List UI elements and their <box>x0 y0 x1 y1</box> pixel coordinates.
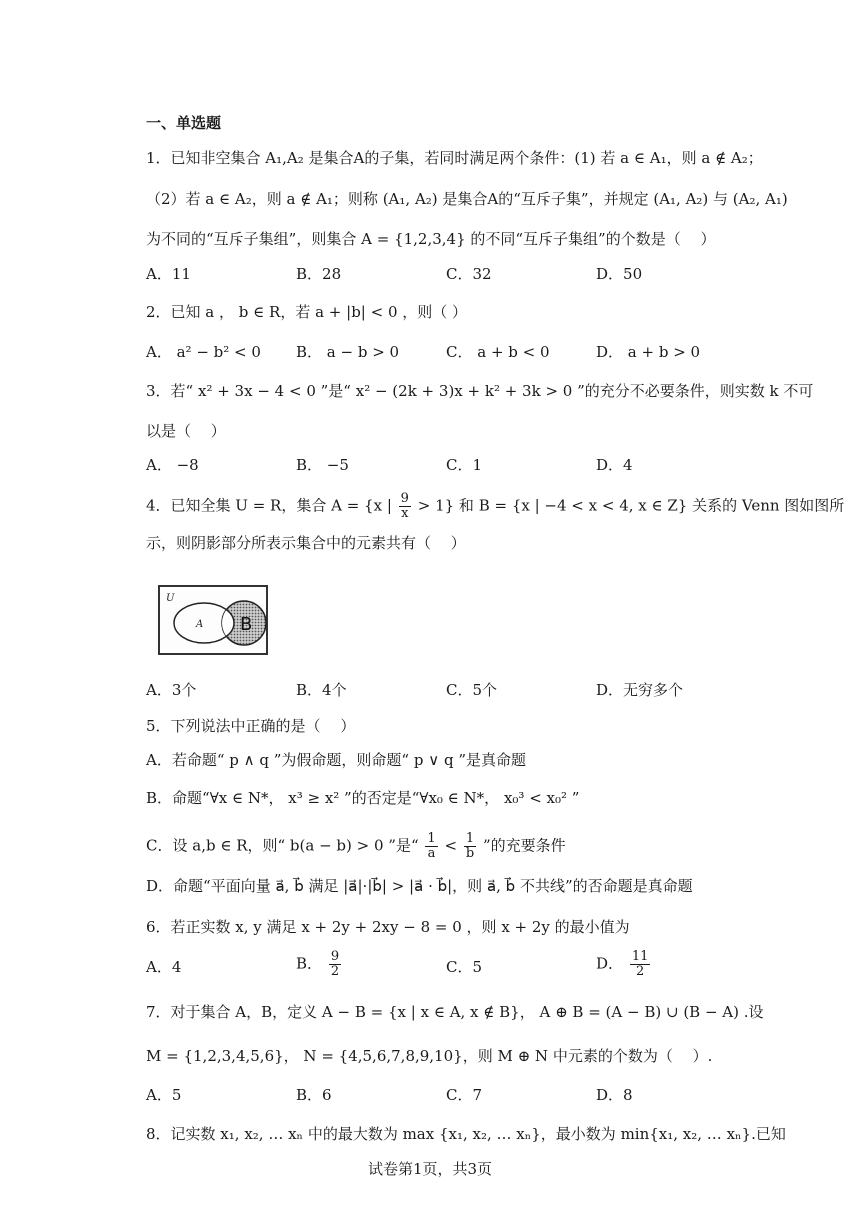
q6-option-b <box>296 950 343 979</box>
q5-option-c-lt: < <box>444 836 458 855</box>
venn-label-u: U <box>166 593 175 604</box>
page-footer: 试卷第1页，共3页 <box>367 1160 493 1178</box>
q6-option-d-label: D． <box>596 954 624 973</box>
q5-frac2-den: b <box>465 846 475 861</box>
q6-option-d-den: 2 <box>635 964 645 979</box>
q5-option-c-part-a: C．设 a,b ∈ R，则“ b(a − b) > 0 ”是“ <box>146 836 419 855</box>
q6-option-b-den: 2 <box>330 964 340 979</box>
q7-option-b: B．6 <box>296 1086 332 1104</box>
q6-option-d-num: 11 <box>631 949 649 964</box>
q4-fraction <box>399 492 411 521</box>
q5-line1: 5．下列说法中正确的是（ ） <box>146 717 356 735</box>
q6-option-b-label: B． <box>296 954 323 973</box>
q6-option-d-fraction <box>630 950 651 979</box>
q7-line2: M = {1,2,3,4,5,6}， N = {4,5,6,7,8,9,10}，则 M ⊕ N 中元素的个数为（ ）. <box>146 1047 713 1065</box>
q6-option-c: C．5 <box>446 958 483 976</box>
q5-option-a: A．若命题“ p ∧ q ”为假命题，则命题“ p ∨ q ”是真命题 <box>146 751 527 769</box>
venn-diagram <box>158 585 270 657</box>
q4-option-a: A．3个 <box>146 681 197 699</box>
q5-fraction-1-over-b <box>464 832 476 861</box>
q2-option-d: D． a + b > 0 <box>596 343 701 361</box>
q4-fraction-denominator: x <box>401 506 409 521</box>
q6-line1: 6．若正实数 x, y 满足 x + 2y + 2xy − 8 = 0 ，则 x + 2y 的最小值为 <box>146 918 630 936</box>
venn-label-a: A <box>196 619 204 630</box>
q5-frac1-den: a <box>427 846 436 861</box>
q4-option-c: C．5个 <box>446 681 498 699</box>
q1-option-a: A．11 <box>146 265 191 283</box>
q4-line1-part-a: 4．已知全集 U = R，集合 A = {x | <box>146 496 392 515</box>
q3-line1: 3．若“ x² + 3x − 4 < 0 ”是“ x² − (2k + 3)x + k² + 3k > 0 ”的充分不必要条件，则实数 k 不可 <box>146 382 814 400</box>
q4-line1-part-b: > 1} 和 B = {x | −4 < x < 4, x ∈ Z} 关系的 Venn 图如图所 <box>417 496 845 515</box>
q4-line2: 示，则阴影部分所表示集合中的元素共有（ ） <box>146 534 466 552</box>
q3-option-d: D．4 <box>596 456 633 474</box>
q7-line1: 7．对于集合 A，B，定义 A − B = {x | x ∈ A, x ∉ B}， A ⊕ B = (A − B) ∪ (B − A) .设 <box>146 1003 764 1021</box>
venn-label-b: B <box>240 614 253 635</box>
q6-option-b-fraction <box>329 950 341 979</box>
q2-option-a: A． a² − b² < 0 <box>146 343 261 361</box>
q2-option-c: C． a + b < 0 <box>446 343 550 361</box>
section-title: 一、单选题 <box>146 114 222 132</box>
q1-option-d: D．50 <box>596 265 643 283</box>
q5-option-d: D．命题“平面向量 a⃗, b⃗ 满足 |a⃗|·|b⃗| > |a⃗ · b⃗|，则 a⃗, b⃗ 不共线”的否命题是真命题 <box>146 877 693 895</box>
q5-option-c-part-b: ”的充要条件 <box>482 836 566 855</box>
q4-line1 <box>146 492 844 521</box>
q5-frac1-num: 1 <box>427 831 436 846</box>
q7-option-d: D．8 <box>596 1086 633 1104</box>
q8-line1: 8．记实数 x₁, x₂, … xₙ 中的最大数为 max {x₁, x₂, … xₙ}，最小数为 min{x₁, x₂, … xₙ}.已知 <box>146 1125 786 1143</box>
q2-option-b: B． a − b > 0 <box>296 343 400 361</box>
q3-option-c: C．1 <box>446 456 483 474</box>
q5-option-b: B．命题“∀x ∈ N*， x³ ≥ x² ”的否定是“∀x₀ ∈ N*， x₀³ < x₀² ” <box>146 789 580 807</box>
q1-line3: 为不同的“互斥子集组”，则集合 A = {1,2,3,4} 的不同“互斥子集组”的个数是（ ） <box>146 230 716 248</box>
q1-line2: （2）若 a ∈ A₂，则 a ∉ A₁；则称 (A₁, A₂) 是集合A的“互斥子集”，并规定 (A₁, A₂) 与 (A₂, A₁) <box>146 190 788 208</box>
q5-option-c <box>146 832 566 861</box>
q5-fraction-1-over-a <box>425 832 437 861</box>
q1-line1: 1．已知非空集合 A₁,A₂ 是集合A的子集，若同时满足两个条件：(1) 若 a ∈ A₁，则 a ∉ A₂； <box>146 149 763 167</box>
q3-option-b: B． −5 <box>296 456 349 474</box>
q1-option-c: C．32 <box>446 265 492 283</box>
q6-option-d <box>596 950 652 979</box>
q3-option-a: A． −8 <box>146 456 199 474</box>
q4-fraction-numerator: 9 <box>400 491 409 506</box>
q1-option-b: B．28 <box>296 265 342 283</box>
q6-option-b-num: 9 <box>330 949 340 964</box>
q7-option-c: C．7 <box>446 1086 483 1104</box>
q7-option-a: A．5 <box>146 1086 182 1104</box>
q2-line1: 2．已知 a ， b ∈ R，若 a + |b| < 0 ，则（ ） <box>146 303 468 321</box>
q4-option-b: B．4个 <box>296 681 347 699</box>
q5-frac2-num: 1 <box>465 831 475 846</box>
q4-option-d: D．无穷多个 <box>596 681 684 699</box>
q3-line2: 以是（ ） <box>146 422 226 440</box>
q6-option-a: A．4 <box>146 958 182 976</box>
